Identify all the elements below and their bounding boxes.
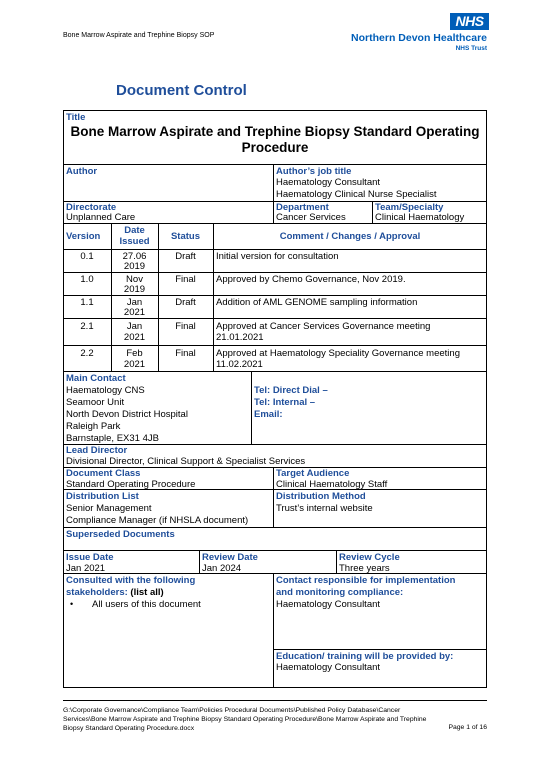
department-label: Department — [276, 202, 329, 213]
divider — [63, 573, 487, 574]
issue-date-value: Jan 2021 — [66, 563, 106, 574]
status-cell: Final — [175, 348, 196, 359]
divider — [63, 164, 487, 165]
list-all-text: (list all) — [130, 587, 164, 598]
stakeholders-label — [66, 587, 164, 598]
footer-path-line: Biopsy Standard Operating Procedure.docx — [63, 725, 195, 732]
tel-internal-label: Tel: Internal – — [254, 397, 316, 408]
education-training-value: Haematology Consultant — [276, 662, 381, 673]
divider — [273, 467, 274, 527]
version-cell: 0.1 — [80, 251, 94, 262]
divider — [273, 573, 274, 688]
date-cell: 2021 — [123, 332, 146, 343]
stakeholder-item: All users of this document — [92, 599, 201, 610]
footer-path-line: G:\Corporate Governance\Compliance Team\Policies Procedural Documents\Published Policy Database\Cancer — [63, 707, 401, 714]
review-date-value: Jan 2024 — [202, 563, 242, 574]
divider — [336, 550, 337, 573]
version-cell: 2.2 — [80, 348, 94, 359]
email-label: Email: — [254, 409, 283, 420]
status-column-header: Status — [170, 231, 201, 242]
divider — [63, 527, 487, 528]
date-cell: 2019 — [123, 261, 146, 272]
title-label: Title — [66, 112, 86, 123]
lead-director-label: Lead Director — [66, 445, 128, 456]
divider — [63, 550, 487, 551]
document-title-line-2: Procedure — [241, 140, 309, 155]
trust-name: Northern Devon Healthcare — [351, 32, 487, 44]
author-label: Author — [66, 166, 98, 177]
date-cell: 2021 — [123, 307, 146, 318]
divider — [63, 318, 487, 319]
team-specialty-value: Clinical Haematology — [375, 212, 465, 223]
date-cell: Feb — [126, 348, 143, 359]
distribution-method-label: Distribution Method — [276, 491, 366, 502]
contact-line: North Devon District Hospital — [66, 409, 188, 420]
divider — [63, 295, 487, 296]
team-specialty-label: Team/Specialty — [375, 202, 444, 213]
implementation-contact-label-2: and monitoring compliance: — [276, 587, 404, 598]
version-cell: 1.0 — [80, 274, 94, 285]
nhs-logo: NHS — [450, 13, 489, 30]
consulted-label: Consulted with the following — [66, 575, 196, 586]
implementation-contact-label: Contact responsible for implementation — [276, 575, 456, 586]
status-cell: Final — [175, 274, 196, 285]
comment-cell: Approved at Cancer Services Governance meeting — [216, 321, 431, 332]
author-job-title-label: Author’s job title — [276, 166, 352, 177]
review-date-label: Review Date — [202, 552, 258, 563]
trust-subtitle: NHS Trust — [455, 45, 487, 52]
bullet-icon: • — [70, 599, 74, 609]
date-issued-column-header-1: Date — [124, 225, 145, 236]
status-cell: Draft — [175, 297, 196, 308]
divider — [199, 550, 200, 573]
contact-line: Haematology CNS — [66, 385, 145, 396]
date-cell: Nov — [126, 274, 143, 285]
footer-divider — [63, 700, 487, 701]
page-number: Page 1 of 16 — [448, 724, 487, 731]
status-cell: Draft — [175, 251, 196, 262]
comment-cell: Approved at Haematology Speciality Governance meeting — [216, 348, 460, 359]
implementation-contact-value: Haematology Consultant — [276, 599, 381, 610]
date-cell: Jan — [126, 297, 143, 308]
issue-date-label: Issue Date — [66, 552, 114, 563]
page-title: Document Control — [116, 82, 247, 99]
date-cell: 27.06 — [122, 251, 147, 262]
tel-direct-label: Tel: Direct Dial – — [254, 385, 328, 396]
distribution-list-label: Distribution List — [66, 491, 139, 502]
date-cell: 2021 — [123, 359, 146, 370]
comment-cell: Addition of AML GENOME sampling information — [216, 297, 418, 308]
comment-column-header: Comment / Changes / Approval — [279, 231, 421, 242]
distribution-method-value: Trust’s internal website — [276, 503, 373, 514]
lead-director-value: Divisional Director, Clinical Support & Specialist Services — [66, 456, 306, 467]
target-audience-label: Target Audience — [276, 468, 350, 479]
running-header-title: Bone Marrow Aspirate and Trephine Biopsy SOP — [63, 32, 215, 39]
divider — [251, 371, 252, 444]
version-cell: 1.1 — [80, 297, 94, 308]
comment-cell: 11.02.2021 — [216, 359, 263, 370]
document-title-line-1: Bone Marrow Aspirate and Trephine Biopsy Standard Operating — [70, 124, 480, 139]
directorate-label: Directorate — [66, 202, 117, 213]
distribution-list-line: Compliance Manager (if NHSLA document) — [66, 515, 249, 526]
contact-line: Raleigh Park — [66, 421, 121, 432]
education-training-label: Education/ training will be provided by: — [276, 651, 454, 662]
date-cell: Jan — [126, 321, 143, 332]
status-cell: Final — [175, 321, 196, 332]
divider — [372, 201, 373, 223]
author-job-title-2: Haematology Clinical Nurse Specialist — [276, 189, 437, 200]
document-class-value: Standard Operating Procedure — [66, 479, 196, 490]
date-issued-column-header-2: Issued — [119, 236, 150, 247]
divider — [63, 345, 487, 346]
distribution-list-line: Senior Management — [66, 503, 152, 514]
directorate-value: Unplanned Care — [66, 212, 136, 223]
main-contact-label: Main Contact — [66, 373, 126, 384]
divider — [63, 272, 487, 273]
stakeholders-label-text: stakeholders: — [66, 587, 131, 598]
review-cycle-label: Review Cycle — [339, 552, 400, 563]
version-cell: 2.1 — [80, 321, 94, 332]
target-audience-value: Clinical Haematology Staff — [276, 479, 388, 490]
contact-line: Seamoor Unit — [66, 397, 125, 408]
superseded-documents-label: Superseded Documents — [66, 529, 175, 540]
author-job-title-1: Haematology Consultant — [276, 177, 381, 188]
contact-line: Barnstaple, EX31 4JB — [66, 433, 159, 444]
comment-cell: 21.01.2021 — [216, 332, 264, 343]
footer-path — [63, 706, 487, 733]
comment-cell: Initial version for consultation — [216, 251, 339, 262]
divider — [63, 223, 487, 224]
divider — [213, 223, 214, 371]
version-column-header: Version — [66, 231, 101, 242]
footer-path-line: Services\Bone Marrow Aspirate and Trephine Biopsy Standard Operating Procedure\Bone Marrow Aspirate and Trephine — [63, 716, 427, 723]
divider — [273, 649, 487, 650]
divider — [63, 249, 487, 250]
divider — [63, 371, 487, 372]
comment-cell: Approved by Chemo Governance, Nov 2019. — [216, 274, 406, 285]
date-cell: 2019 — [123, 284, 146, 295]
department-value: Cancer Services — [276, 212, 346, 223]
divider — [273, 164, 274, 223]
document-class-label: Document Class — [66, 468, 141, 479]
review-cycle-value: Three years — [339, 563, 390, 574]
